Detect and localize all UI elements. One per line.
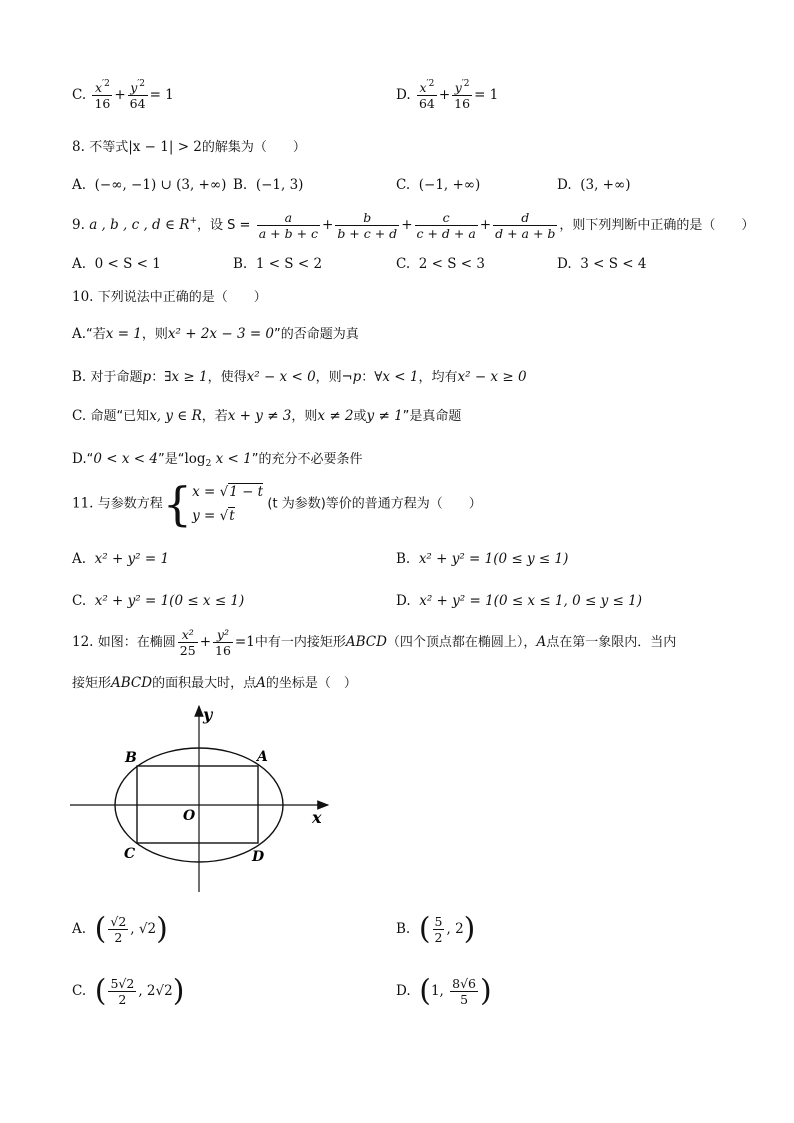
q12-option-c: C. ( $\frac{5√2}{2}$ , 2√2): [72, 973, 185, 1009]
fraction: $\frac{x^{'2}}{16}$: [94, 79, 111, 111]
x-axis-label: x: [312, 808, 322, 827]
q7-option-c: C. $\frac{x^{'2}}{16}$ + $\frac{y^{'2}}{64}$ = 1: [72, 79, 174, 111]
fraction: $\frac{\text{y²}}{16}$: [215, 627, 231, 658]
q9-option-c: C. 2 < S < 3: [396, 256, 485, 272]
fraction: $\frac{y^{'2}}{16}$: [454, 79, 471, 111]
fraction: $\frac{x^{'2}}{64}$: [418, 79, 435, 111]
option-label: D.: [396, 87, 411, 103]
q10-option-b: B. 对于命题p：∃x ≥ 1，使得x² − x < 0，则¬p：∀x < 1，均有x² − x ≥ 0: [72, 369, 527, 385]
q9-stem: 9. a , b , c , d ∈ R+，设 S = $\frac{a}{a + b + c}$ + $\frac{b}{b + c + d}$ + $\frac{c}{c + d + a}$ + $\frac{d}{d + a + b}$ ，则下列判断中正确的是（ ）: [72, 210, 755, 241]
q8-option-d: D. (3, +∞): [557, 177, 631, 193]
option-label: C.: [72, 87, 87, 103]
fraction: $\frac{a}{a + b + c}$: [258, 210, 319, 241]
q12-option-a: A. ( $\frac{√2}{2}$ , √2): [72, 911, 168, 947]
q9-option-b: B. 1 < S < 2: [233, 256, 323, 272]
ellipse-figure: [68, 700, 338, 895]
q11-option-a: A. x² + y² = 1: [72, 551, 170, 567]
point-b-label: B: [125, 750, 137, 766]
fraction: $\frac{5√2}{2}$: [110, 976, 135, 1007]
q11-option-d: D. x² + y² = 1(0 ≤ x ≤ 1, 0 ≤ y ≤ 1): [396, 593, 642, 609]
q11-option-c: C. x² + y² = 1(0 ≤ x ≤ 1): [72, 593, 245, 609]
fraction: $\frac{d}{d + a + b}$: [495, 210, 556, 241]
point-c-label: C: [124, 846, 136, 862]
q12-stem-line2: 接矩形ABCD的面积最大时，点A的坐标是（ ）: [72, 675, 357, 691]
parametric-system: x = √1 − t y = √t: [192, 484, 264, 524]
q12-option-b: B. ( $\frac{5}{2}$ , 2): [396, 911, 476, 947]
fraction: $\frac{5}{2}$: [434, 914, 443, 945]
q10-option-a: A.“若x = 1，则x² + 2x − 3 = 0”的否命题为真: [72, 326, 359, 342]
q10-stem: 10. 下列说法中正确的是（ ）: [72, 289, 267, 305]
math: |x − 1| > 2: [128, 139, 202, 155]
point-d-label: D: [252, 849, 265, 865]
q8-option-b: B. (−1, 3): [233, 177, 304, 193]
q8-option-a: A. (−∞, −1) ∪ (3, +∞): [72, 177, 227, 193]
q9-option-a: A. 0 < S < 1: [72, 256, 161, 272]
q7-option-d: D. $\frac{x^{'2}}{64}$ + $\frac{y^{'2}}{16}$ = 1: [396, 79, 499, 111]
y-axis-label: y: [203, 705, 213, 724]
point-a-label: A: [257, 749, 268, 765]
fraction: $\frac{8√6}{5}$: [452, 976, 476, 1007]
q8-option-c: C. (−1, +∞): [396, 177, 481, 193]
question-number: 12.: [72, 634, 94, 650]
q12-option-d: D. (1, $\frac{8√6}{5}$ ): [396, 973, 492, 1009]
q8-stem: 8. 不等式|x − 1| > 2的解集为（ ）: [72, 139, 306, 155]
question-number: 10.: [72, 289, 94, 305]
fraction: $\frac{√2}{2}$: [110, 914, 127, 945]
q9-option-d: D. 3 < S < 4: [557, 256, 647, 272]
brace: {: [162, 477, 193, 531]
q10-option-d: D.“0 < x < 4”是“$\log_2$ x < 1”的充分不必要条件: [72, 451, 363, 469]
question-number: 11.: [72, 495, 94, 512]
q11-stem: 11. 与参数方程{ x = √1 − t y = √t (t 为参数)等价的普通方程为（ ）: [72, 477, 482, 531]
fraction: $\frac{y^{'2}}{64}$: [129, 79, 146, 111]
origin-label: O: [183, 808, 196, 824]
fraction: $\frac{c}{c + d + a}$: [416, 210, 476, 241]
question-number: 8.: [72, 139, 85, 155]
question-number: 9.: [72, 217, 85, 233]
q11-option-b: B. x² + y² = 1(0 ≤ y ≤ 1): [396, 551, 569, 567]
fraction: $\frac{b}{b + c + d}$: [337, 210, 398, 241]
q12-stem-line1: 12. 如图：在椭圆 $\frac{\text{x²}}{25}$ + $\frac{\text{y²}}{16}$ =1中有一内接矩形ABCD（四个顶点都在椭圆上），A点在第一象限内．当内: [72, 627, 677, 658]
q10-option-c: C. 命题“已知x, y ∈ R，若x + y ≠ 3，则x ≠ 2或y ≠ 1”是真命题: [72, 408, 462, 424]
fraction: $\frac{\text{x²}}{25}$: [179, 627, 196, 658]
